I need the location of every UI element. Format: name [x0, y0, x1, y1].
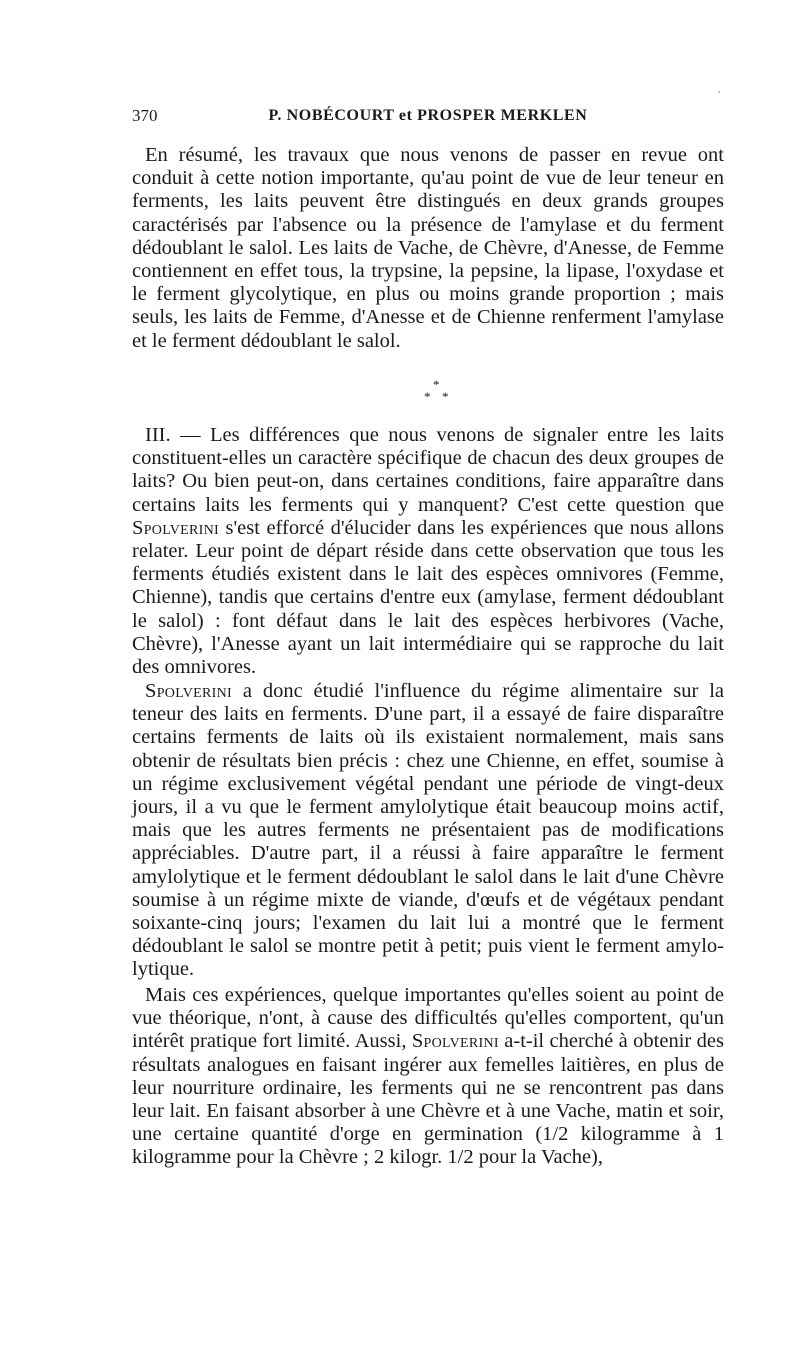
p4-text-before: Mais ces expériences, quelque importantes qu'elles soient au point de vue théorique, n'ont, à cause des difficultés qu'elles comportent, qu'un intérêt pratique fort limité. Aussi, [132, 984, 724, 1053]
author-name-spolverini: Spolverini [411, 1030, 499, 1053]
paragraph-diet-study [132, 680, 724, 982]
asterism-star-right: * [442, 389, 449, 404]
p2-text-after: s'est efforcé d'élucider dans les expériences que nous allons relater. Leur point de départ réside dans cette observation que tous les ferments étudiés existent dans le lait des espèces omnivores (Femme, Chienne), tandis que certains d'entre eux (amylase, ferment dédoublant le salol) : font défaut dans le lait des espèces herbivores (Vache, Chèvre), l'Anesse ayant un lait intermédiaire qui se rapproche du lait des omnivores. [132, 516, 724, 679]
paragraph-summary [132, 144, 724, 353]
paragraph-section-iii-text [132, 424, 724, 679]
author-name-spolverini: Spolverini [145, 680, 232, 702]
page-number: 370 [132, 106, 158, 125]
paragraph-section-iii [132, 424, 724, 679]
p4-text-after: a-t-il cherché à obtenir des résultats analogues en faisant ingérer aux femelles laitières, en plus de leur nourriture ordinaire, les ferments qui ne se rencontrent pas dans leur lait. En faisant absorber à une Chèvre et à une Vache, matin et soir, une certaine quantité d'orge en germination (1/2 kilogramme à 1 kilogramme pour la Chèvre ; 2 kilogr. 1/2 pour la Vache), [132, 1030, 724, 1169]
paragraph-experiments-text [132, 984, 724, 1170]
asterism-star-left: * [424, 389, 431, 404]
section-asterism [422, 378, 452, 408]
asterism-star-top: * [433, 377, 440, 392]
running-head [132, 104, 724, 128]
paragraph-summary-text: En résumé, les travaux que nous venons de passer en revue ont conduit à cette notion importante, qu'au point de vue de leur teneur en ferments, les laits peuvent être distingués en deux grands groupes caractérisés par l'absence ou la présence de l'amylase et du ferment dédoublant le salol. Les laits de Vache, de Chèvre, d'Anesse, de Femme contiennent en effet tous, la trypsine, la pepsine, la lipase, l'oxydase et le ferment glycolytique, en plus ou moins grande proportion ; mais seuls, les laits de Femme, d'Anesse et de Chienne renferment l'amylase et le ferment dédoublant le salol. [132, 144, 724, 352]
paragraph-diet-study-text [132, 680, 724, 982]
p2-text-before: III. — Les différences que nous venons de signaler entre les laits constituent-elles un caractère spécifique de chacun des deux groupes de laits? Ou bien peut-on, dans certaines conditions, faire apparaître dans certains laits les ferments qui y manquent? C'est cette question que [132, 424, 724, 516]
paragraph-experiments [132, 984, 724, 1170]
paper-speck [718, 91, 720, 93]
running-head-authors: P. NOBÉCOURT et PROSPER MERKLEN [268, 107, 588, 124]
p3-text-after: a donc étudié l'influence du régime alimentaire sur la teneur des laits en ferments. D'une part, il a essayé de faire disparaître certains ferments de laits où ils existaient normalement, mais sans obtenir de résultats bien précis : chez une Chienne, en effet, soumise à un régime exclusivement végétal pendant une période de vingt-deux jours, il a vu que le ferment amylolytique était beaucoup moins actif, mais que les autres ferments ne présentaient pas de modifications appréciables. D'autre part, il a réussi à faire apparaître le ferment amylolytique et le ferment dédoublant le salol dans le lait d'une Chèvre soumise à un régime mixte de viande, d'œufs et de végétaux pendant soixante-cinq jours; l'examen du lait lui a montré que le ferment dédoublant le salol se montre petit à petit; puis vient le ferment amylolytique. [132, 680, 724, 981]
author-name-spolverini: Spolverini [132, 516, 219, 539]
